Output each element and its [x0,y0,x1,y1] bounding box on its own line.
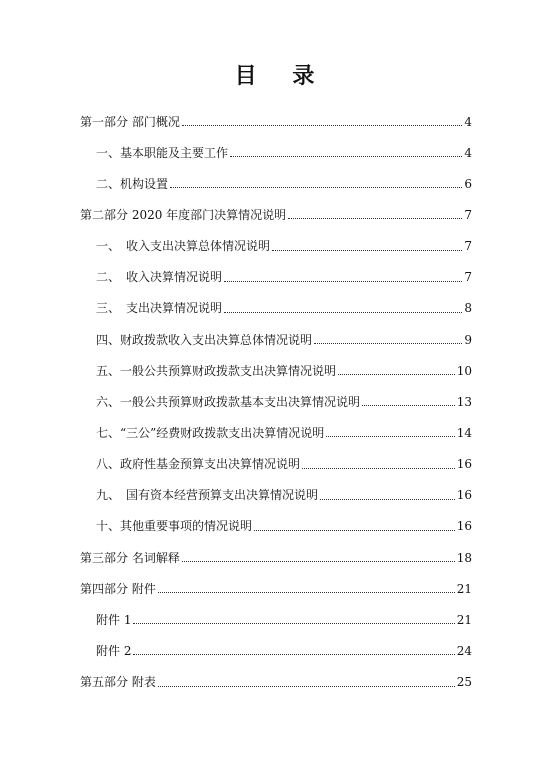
toc-entry-page-number: 21 [456,612,472,627]
dot-leader [272,250,462,251]
toc-entry[interactable] [80,355,472,386]
toc-entry-page-number: 25 [456,675,472,690]
toc-entry-label: 第二部分 2020 年度部门决算情况说明 [80,207,287,222]
dot-leader [362,405,455,406]
toc-entry-page-number: 6 [464,176,472,191]
toc-entry[interactable] [80,106,472,137]
toc-entry[interactable] [80,449,472,480]
toc-entry[interactable] [80,293,472,324]
toc-entry-page-number: 18 [456,550,472,565]
toc-entry-label: 七、“三公”经费财政拨款支出决算情况说明 [96,425,325,440]
toc-entry[interactable] [80,573,472,604]
dot-leader [182,561,455,562]
toc-entry-label: 八、政府性基金预算支出决算情况说明 [96,457,301,472]
toc-entry-page-number: 9 [464,332,472,347]
toc-entry-label: 二、机构设置 [96,176,169,191]
toc-entry-label: 一、 收入支出决算总体情况说明 [96,239,271,254]
toc-entry-page-number: 7 [464,239,472,254]
toc-entry[interactable] [80,199,472,230]
toc-entry[interactable] [80,511,472,542]
dot-leader [326,436,454,437]
toc-entry-page-number: 7 [464,207,472,222]
toc-entry-page-number: 24 [456,643,472,658]
dot-leader [224,312,462,313]
dot-leader [182,125,463,126]
dot-leader [224,281,462,282]
dot-leader [158,592,455,593]
toc-entry-label: 九、 国有资本经营预算支出决算情况说明 [96,488,319,503]
toc-entry-page-number: 16 [456,519,472,534]
toc-entry[interactable] [80,168,472,199]
dot-leader [288,218,462,219]
dot-leader [133,654,454,655]
toc-entry[interactable] [80,231,472,262]
toc-entry-label: 十、其他重要事项的情况说明 [96,519,253,534]
toc-entry-label: 第五部分 附表 [80,675,156,690]
toc-entry-page-number: 13 [456,394,472,409]
dot-leader [133,623,454,624]
toc-entry-page-number: 4 [464,145,472,160]
table-of-contents [80,106,472,698]
toc-entry-label: 四、财政拨款收入支出决算总体情况说明 [96,332,313,347]
toc-entry-label: 六、一般公共预算财政拨款基本支出决算情况说明 [96,394,361,409]
dot-leader [230,156,462,157]
dot-leader [254,530,455,531]
dot-leader [170,187,462,188]
toc-entry-page-number: 10 [456,363,472,378]
dot-leader [320,499,455,500]
toc-entry-page-number: 7 [464,270,472,285]
toc-entry-page-number: 16 [456,457,472,472]
dot-leader [302,468,455,469]
dot-leader [158,686,455,687]
toc-entry-label: 三、 支出决算情况说明 [96,301,223,316]
toc-entry-label: 五、一般公共预算财政拨款支出决算情况说明 [96,363,337,378]
toc-entry-label: 二、 收入决算情况说明 [96,270,223,285]
toc-entry[interactable] [80,480,472,511]
toc-entry[interactable] [80,137,472,168]
toc-entry[interactable] [80,262,472,293]
page-title: 目 录 [234,64,329,89]
toc-entry-page-number: 8 [464,301,472,316]
toc-entry-label: 第一部分 部门概况 [80,114,180,129]
toc-entry-label: 附件 2 [96,643,132,658]
toc-entry-label: 附件 1 [96,612,132,627]
dot-leader [338,374,455,375]
toc-entry[interactable] [80,324,472,355]
toc-entry-page-number: 21 [456,581,472,596]
dot-leader [314,343,462,344]
toc-entry-page-number: 4 [464,114,472,129]
toc-entry-label: 一、基本职能及主要工作 [96,145,229,160]
toc-entry-label: 第四部分 附件 [80,581,156,596]
toc-entry[interactable] [80,542,472,573]
toc-entry-page-number: 14 [456,425,472,440]
toc-entry[interactable] [80,386,472,417]
toc-entry[interactable] [80,604,472,635]
toc-entry-page-number: 16 [456,488,472,503]
toc-entry[interactable] [80,417,472,448]
toc-entry[interactable] [80,667,472,698]
toc-entry[interactable] [80,635,472,666]
toc-entry-label: 第三部分 名词解释 [80,550,180,565]
